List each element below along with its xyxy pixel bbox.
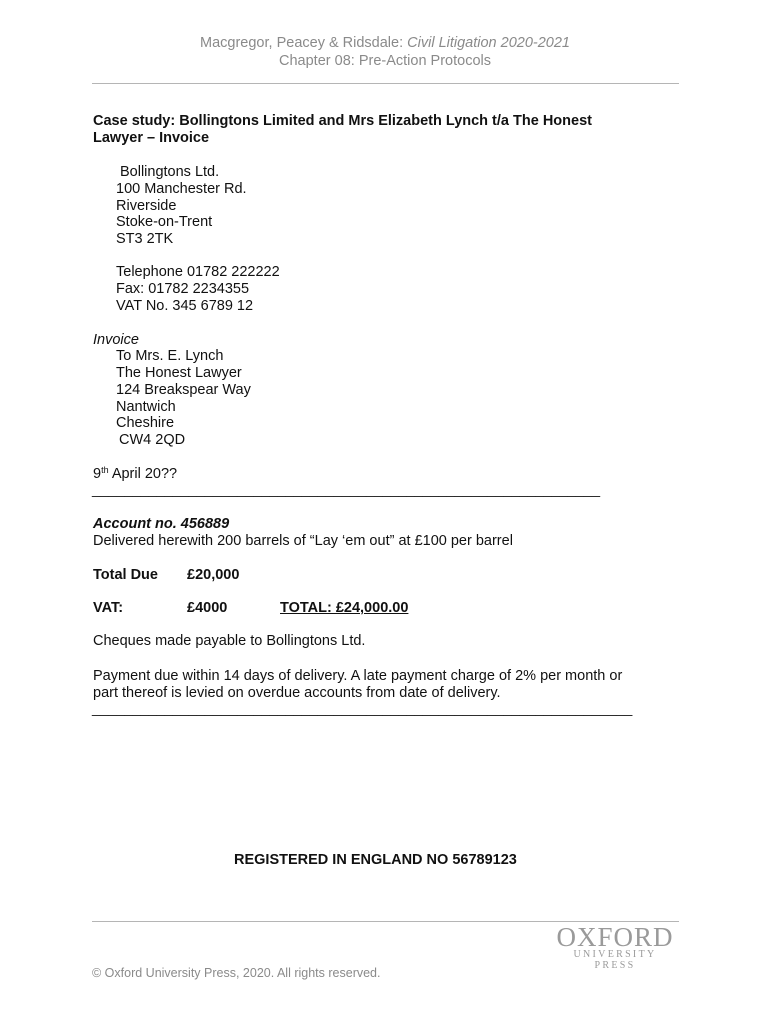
recipient-street: 124 Breakspear Way bbox=[116, 382, 251, 398]
recipient-town: Nantwich bbox=[116, 399, 176, 415]
recipient-firm: The Honest Lawyer bbox=[116, 365, 242, 381]
date-rest: April 20?? bbox=[108, 466, 178, 482]
vat-label: VAT: bbox=[93, 600, 124, 616]
sender-vat-number: VAT No. 345 6789 12 bbox=[116, 298, 254, 314]
payment-terms-line1: Payment due within 14 days of delivery. A late payment charge of 2% per month or bbox=[93, 668, 623, 684]
vat-value: £4000 bbox=[187, 600, 228, 616]
total-due-label: Total Due bbox=[93, 567, 158, 583]
oxford-logo-subtitle: UNIVERSITY PRESS bbox=[573, 949, 657, 971]
recipient-county: Cheshire bbox=[116, 415, 175, 431]
date-suffix: th bbox=[101, 465, 109, 475]
case-study-title-line1: Case study: Bollingtons Limited and Mrs Elizabeth Lynch t/a The Honest bbox=[93, 113, 592, 129]
sender-postcode: ST3 2TK bbox=[116, 231, 174, 247]
running-header-line1 bbox=[0, 34, 770, 52]
case-study-title-line2: Lawyer – Invoice bbox=[93, 130, 210, 146]
running-header-line2: Chapter 08: Pre-Action Protocols bbox=[279, 53, 491, 69]
sender-city: Stoke-on-Trent bbox=[116, 214, 213, 230]
sender-street: 100 Manchester Rd. bbox=[116, 181, 247, 197]
sender-area: Riverside bbox=[116, 198, 177, 214]
oxford-logo-wordmark: OXFORD bbox=[556, 922, 674, 952]
invoice-label: Invoice bbox=[93, 332, 139, 348]
sender-fax: Fax: 01782 2234355 bbox=[116, 281, 250, 297]
account-number: Account no. 456889 bbox=[93, 516, 230, 532]
header-book-title: Civil Litigation 2020-2021 bbox=[407, 35, 570, 51]
copyright-notice: © Oxford University Press, 2020. All rights reserved. bbox=[92, 966, 381, 980]
oxford-logo bbox=[553, 922, 677, 971]
recipient-postcode: CW4 2QD bbox=[119, 432, 186, 448]
total-due-value: £20,000 bbox=[187, 567, 240, 583]
header-rule bbox=[92, 83, 679, 84]
grand-total: TOTAL: £24,000.00 bbox=[280, 600, 409, 616]
header-authors: Macgregor, Peacey & Ridsdale: bbox=[200, 35, 408, 51]
delivery-description: Delivered herewith 200 barrels of “Lay ‘em out” at £100 per barrel bbox=[93, 533, 513, 549]
date-day: 9 bbox=[93, 466, 102, 482]
cheques-payable: Cheques made payable to Bollingtons Ltd. bbox=[93, 633, 366, 649]
separator-line-2: ___________________________________________________________________ bbox=[92, 701, 633, 717]
registration-number: REGISTERED IN ENGLAND NO 56789123 bbox=[234, 852, 517, 868]
invoice-date bbox=[93, 466, 177, 483]
separator-line-1: _______________________________________________________________ bbox=[92, 482, 601, 498]
payment-terms-line2: part thereof is levied on overdue accounts from date of delivery. bbox=[93, 685, 501, 701]
sender-name: Bollingtons Ltd. bbox=[120, 164, 220, 180]
recipient-name: To Mrs. E. Lynch bbox=[116, 348, 224, 364]
sender-telephone: Telephone 01782 222222 bbox=[116, 264, 280, 280]
